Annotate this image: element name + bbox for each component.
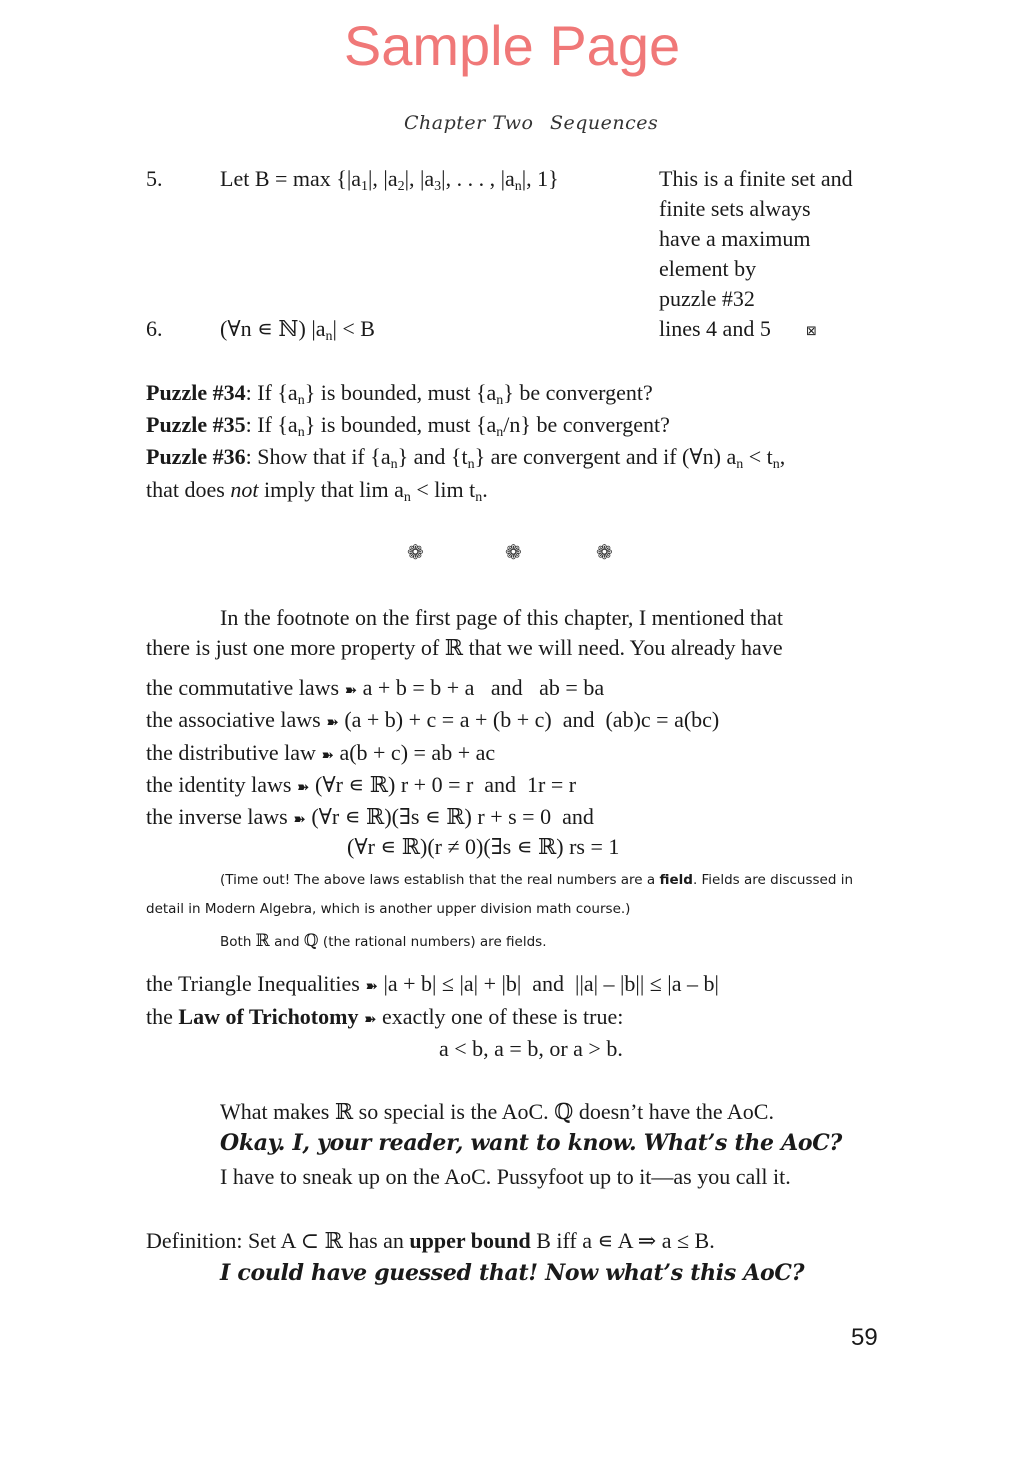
definition-term: upper bound xyxy=(409,1228,531,1253)
reason-line: finite sets always xyxy=(659,196,811,221)
qed-box-icon: ⊠ xyxy=(806,324,817,339)
arrow-icon: ➽ xyxy=(326,713,339,731)
law-name: the Triangle Inequalities xyxy=(146,971,360,996)
distributive-law: the distributive law ➽ a(b + c) = ab + ac xyxy=(146,740,496,765)
associative-law: the associative laws ➽ (a + b) + c = a + (b + c) and (ab)c = a(bc) xyxy=(146,707,720,732)
timeout-line-3: Both ℝ and ℚ (the rational numbers) are fields. xyxy=(220,931,547,951)
puzzle-36-continued: that does not imply that $\lim a_n < \lim t_n$. xyxy=(146,477,488,505)
law-name: the inverse laws xyxy=(146,804,288,829)
flower-divider-icon: ❁ xyxy=(505,540,522,564)
inverse-law-multiplicative: (∀r ∊ ℝ)(r ≠ 0)(∃s ∊ ℝ) rs = 1 xyxy=(347,834,620,859)
puzzle-36: Puzzle #36: Show that if $\{a_n\}$ and $\{t_n\}$ are convergent and if (∀n) $a_n < t_n$, xyxy=(146,444,786,472)
arrow-icon: ➽ xyxy=(293,810,306,828)
commutative-law: the commutative laws ➽ a + b = b + a and ab = ba xyxy=(146,675,605,700)
timeout-text: . Fields are discussed in xyxy=(692,872,853,888)
inverse-law: the inverse laws ➽ (∀r ∊ ℝ)(∃s ∊ ℝ) r + s = 0 and xyxy=(146,804,594,829)
intro-text: there is just one more property of xyxy=(146,635,440,660)
reason-line: This is a finite set and xyxy=(659,166,853,191)
timeout-line-1 xyxy=(220,869,853,891)
aoc-line-3: I have to sneak up on the AoC. Pussyfoot up to it—as you call it. xyxy=(220,1164,791,1189)
section-header: Sequences xyxy=(550,112,659,134)
law-name: the commutative laws xyxy=(146,675,340,700)
intro-line-2: there is just one more property of ℝ that we will need. You already have xyxy=(146,635,783,660)
arrow-icon: ➽ xyxy=(321,746,334,764)
intro-text: that we will need. You already have xyxy=(468,635,783,660)
law-name: the associative laws xyxy=(146,707,321,732)
step-6-number: 6. xyxy=(146,316,163,341)
step-5-reason xyxy=(659,164,853,314)
reason-line: have a maximum xyxy=(659,226,811,251)
reader-question-1: Okay. I, your reader, want to know. What’s the AoC? xyxy=(220,1130,843,1156)
law-name: the identity laws xyxy=(146,772,292,797)
timeout-text: and xyxy=(274,934,300,950)
puzzle-34-label: Puzzle #34 xyxy=(146,380,246,405)
triangle-inequalities: the Triangle Inequalities ➽ |a + b| ≤ |a| + |b| and ||a| – |b|| ≤ |a – b| xyxy=(146,971,719,996)
law-of-trichotomy xyxy=(146,1002,623,1034)
definition-text: B iff a ∊ A ⇒ a ≤ B. xyxy=(530,1228,715,1253)
puzzle-34: Puzzle #34: If $\{a_n\}$ is bounded, must $\{a_n\}$ be convergent? xyxy=(146,380,653,408)
timeout-text: Both xyxy=(220,934,252,950)
arrow-icon: ➽ xyxy=(344,681,358,699)
page-number: 59 xyxy=(851,1324,878,1351)
puzzle-35-label: Puzzle #35 xyxy=(146,412,246,437)
step-6-statement: (∀n ∊ ℕ) $|a_n| < B$ xyxy=(220,316,375,344)
trichotomy-cases: a < b, a = b, or a > b. xyxy=(439,1036,623,1061)
flower-divider-icon: ❁ xyxy=(407,540,424,564)
puzzle-35: Puzzle #35: If $\{a_n\}$ is bounded, must $\{a_n/n\}$ be convergent? xyxy=(146,412,670,440)
law-text: exactly one of these is true: xyxy=(382,1004,624,1029)
timeout-text: (the rational numbers) are fields. xyxy=(322,934,547,950)
reason-line: element by xyxy=(659,256,757,281)
step-6-reason: lines 4 and 5 xyxy=(659,316,771,341)
arrow-icon: ➽ xyxy=(363,1010,377,1028)
intro-line-1: In the footnote on the first page of this chapter, I mentioned that xyxy=(220,605,784,630)
aoc-line-1: What makes ℝ so special is the AoC. ℚ doesn’t have the AoC. xyxy=(220,1099,774,1124)
upper-bound-definition xyxy=(146,1226,715,1256)
chapter-header: Chapter Two xyxy=(404,112,534,134)
step-5-number: 5. xyxy=(146,166,163,191)
puzzle-36-label: Puzzle #36 xyxy=(146,444,246,469)
law-text: the xyxy=(146,1004,179,1029)
definition-text: Definition: Set A ⊂ ℝ has an xyxy=(146,1228,410,1253)
arrow-icon: ➽ xyxy=(296,778,310,796)
flower-divider-icon: ❁ xyxy=(596,540,613,564)
reader-question-2: I could have guessed that! Now what’s this AoC? xyxy=(220,1260,805,1286)
step-5-statement: Let $B = \max \{|a_1|$, $|a_2|$, $|a_3|$, . . . , $|a_n|$, 1} xyxy=(220,166,559,194)
law-name: the distributive law xyxy=(146,740,316,765)
arrow-icon: ➽ xyxy=(365,977,378,995)
watermark: Sample Page xyxy=(343,14,681,77)
timeout-line-2: detail in Modern Algebra, which is another upper division math course.) xyxy=(146,901,631,917)
law-name: Law of Trichotomy xyxy=(178,1004,359,1029)
identity-law: the identity laws ➽ (∀r ∊ ℝ) r + 0 = r and 1r = r xyxy=(146,772,577,797)
timeout-text: (Time out! The above laws establish that the real numbers are a xyxy=(220,872,660,888)
field-term: field xyxy=(659,872,693,888)
reason-line: puzzle #32 xyxy=(659,286,755,311)
